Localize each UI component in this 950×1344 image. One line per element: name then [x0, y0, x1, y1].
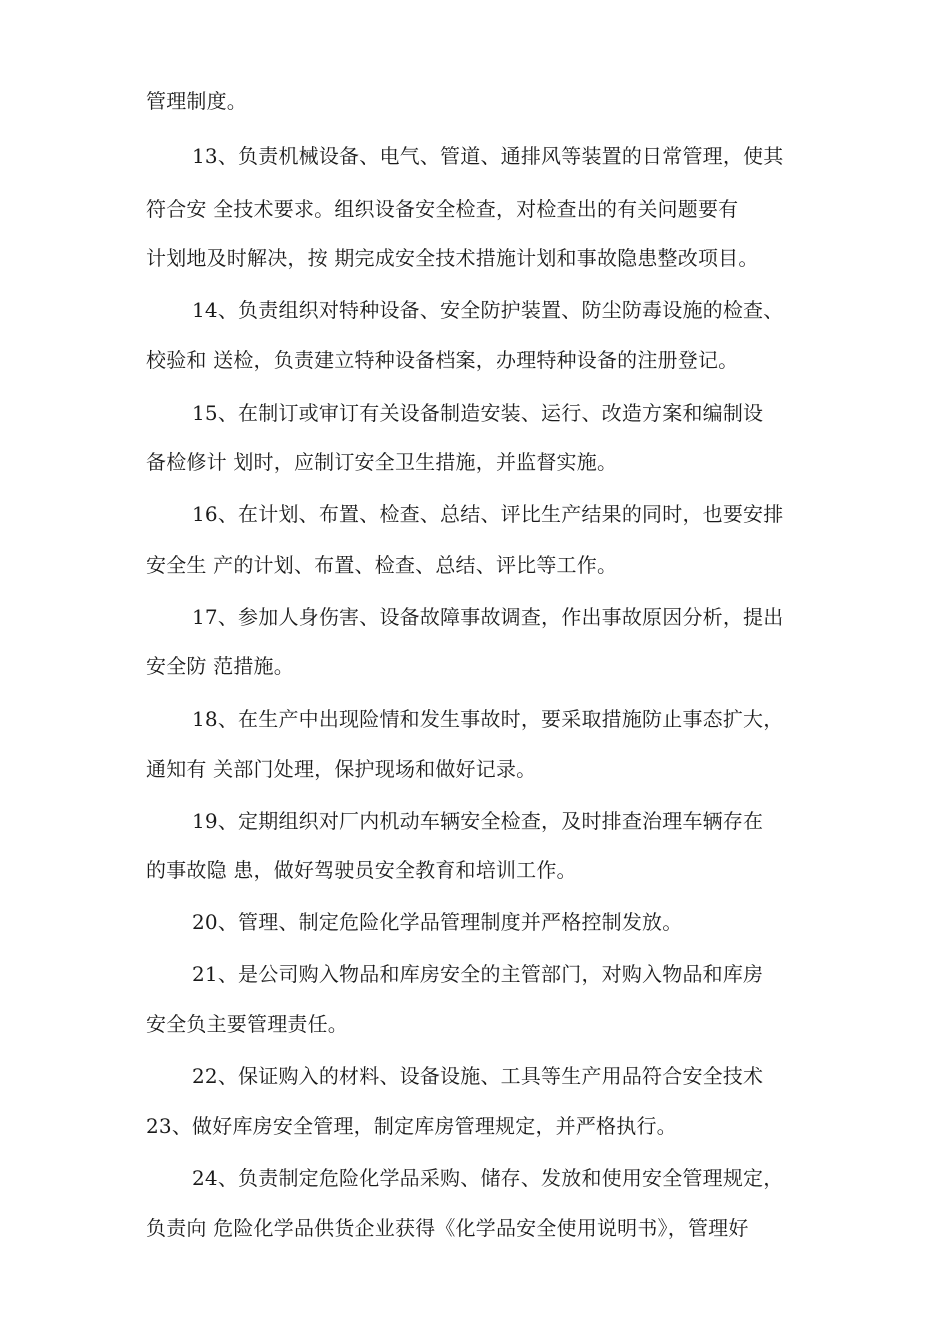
text-line: 16、在计划、布置、检查、总结、评比生产结果的同时，也要安排: [192, 502, 784, 526]
text-line: 22、保证购入的材料、设备设施、工具等生产用品符合安全技术: [192, 1064, 764, 1088]
text-line: 21、是公司购入物品和库房安全的主管部门，对购入物品和库房: [192, 962, 764, 986]
text-line: 13、负责机械设备、电气、管道、通排风等装置的日常管理，使其: [192, 144, 784, 168]
text-line: 安全生 产的计划、布置、检查、总结、评比等工作。: [146, 553, 618, 577]
text-line: 计划地及时解决，按 期完成安全技术措施计划和事故隐患整改项目。: [146, 246, 759, 270]
text-line: 安全防 范措施。: [146, 654, 294, 678]
text-line: 负责向 危险化学品供货企业获得《化学品安全使用说明书》，管理好: [146, 1216, 749, 1240]
text-line: 备检修计 划时，应制订安全卫生措施，并监督实施。: [146, 450, 618, 474]
text-line: 20、管理、制定危险化学品管理制度并严格控制发放。: [192, 910, 683, 934]
text-line: 管理制度。: [146, 89, 247, 113]
text-line: 17、参加人身伤害、设备故障事故调查，作出事故原因分析，提出: [192, 605, 784, 629]
text-line: 的事故隐 患，做好驾驶员安全教育和培训工作。: [146, 858, 577, 882]
text-line: 15、在制订或审订有关设备制造安装、运行、改造方案和编制设: [192, 401, 764, 425]
text-line: 校验和 送检，负责建立特种设备档案，办理特种设备的注册登记。: [146, 348, 739, 372]
text-line: 14、负责组织对特种设备、安全防护装置、防尘防毒设施的检查、: [192, 298, 784, 322]
text-line: 安全负主要管理责任。: [146, 1012, 348, 1036]
text-line: 24、负责制定危险化学品采购、储存、发放和使用安全管理规定，: [192, 1166, 784, 1190]
text-line: 符合安 全技术要求。组织设备安全检查，对检查出的有关问题要有: [146, 197, 739, 221]
text-line: 通知有 关部门处理，保护现场和做好记录。: [146, 757, 537, 781]
text-line: 23、做好库房安全管理，制定库房管理规定，并严格执行。: [146, 1114, 677, 1138]
text-line: 19、定期组织对厂内机动车辆安全检查，及时排查治理车辆存在: [192, 809, 764, 833]
text-line: 18、在生产中出现险情和发生事故时，要采取措施防止事态扩大，: [192, 707, 784, 731]
